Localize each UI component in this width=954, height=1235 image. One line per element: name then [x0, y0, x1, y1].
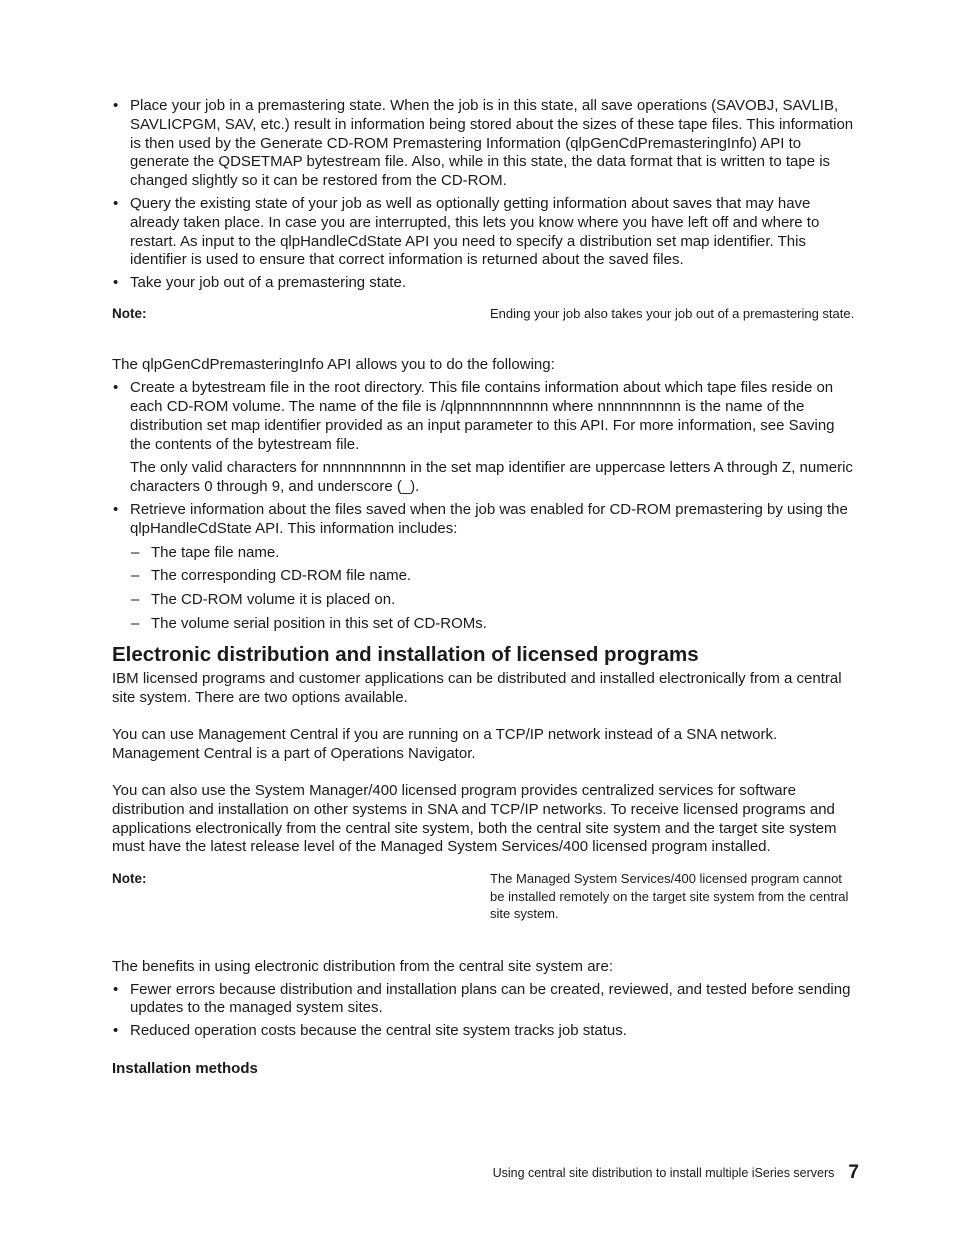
- note-text: Ending your job also takes your job out of a premastering state.: [490, 305, 855, 321]
- api-intro-paragraph: The qlpGenCdPremasteringInfo API allows you to do the following:: [112, 356, 555, 374]
- page-content: [112, 97, 856, 1078]
- api-capabilities-list: [112, 379, 856, 634]
- list-item: • Reduced operation costs because the central site system tracks job status.: [112, 1022, 856, 1041]
- paragraph: IBM licensed programs and customer applications can be distributed and installed electronically from a central site system. There are two options available.: [112, 669, 842, 706]
- footer-title: Using central site distribution to install multiple iSeries servers: [492, 1166, 835, 1180]
- note-block: [112, 305, 856, 323]
- list-item: • Place your job in a premastering state. When the job is in this state, all save operations (SAVOBJ, SAVLIB, SAVLICPGM, SAV, etc.) result in information being stored about the sizes of these tape files. This information is then used by the Generate CD-ROM Premastering Information (qlpGenCdPremasteringInfo) API to generate the QDSETMAP bytestream file. Also, while in this state, the data format that is written to tape is changed slightly so it can be restored from the CD-ROM.: [112, 97, 856, 191]
- paragraph: You can also use the System Manager/400 licensed program provides centralized services for software distribution and installation on other systems in SNA and TCP/IP networks. To receive licensed programs and applications electronically from the central site system, both the central site system and the target site system must have the latest release level of the Managed System Services/400 licensed program installed.: [112, 782, 837, 856]
- list-item: [112, 379, 856, 497]
- dash-item: – The CD-ROM volume it is placed on.: [130, 591, 856, 610]
- note-label: Note:: [112, 871, 147, 887]
- benefits-list: [112, 981, 856, 1041]
- list-item: • Take your job out of a premastering state.: [112, 274, 856, 293]
- list-item: [112, 501, 856, 634]
- list-item: • Fewer errors because distribution and installation plans can be created, reviewed, and tested before sending updates to the managed system sites.: [112, 981, 856, 1019]
- list-item-text: Retrieve information about the files saved when the job was enabled for CD-ROM premastering by using the qlpHandleCdState API. This information includes:: [130, 501, 848, 537]
- page-number: 7: [848, 1162, 859, 1183]
- info-includes-list: [130, 544, 856, 634]
- list-item: • Query the existing state of your job as well as optionally getting information about saves that may have already taken place. In case you are interrupted, this lets you know where you have left off and where to restart. As input to the qlpHandleCdState API you need to specify a distribution set map identifier. This identifier is used to ensure that correct information is returned about the saved files.: [112, 195, 856, 270]
- subheading: Installation methods: [112, 1059, 258, 1077]
- list-item-text: Create a bytestream file in the root directory. This file contains information about which tape files reside on each CD-ROM volume. The name of the file is /qlpnnnnnnnnnn where nnnnnnnnnn is the name of the distribution set map identifier provided as an input parameter to this API. For more information, see Saving the contents of the bytestream file.: [130, 379, 835, 453]
- note-block: [112, 870, 856, 923]
- dash-item: – The corresponding CD-ROM file name.: [130, 567, 856, 586]
- benefits-intro-paragraph: The benefits in using electronic distribution from the central site system are:: [112, 957, 614, 975]
- premastering-state-list: [112, 97, 856, 293]
- note-label: Note:: [112, 305, 147, 321]
- paragraph: You can use Management Central if you are running on a TCP/IP network instead of a SNA network. Management Central is a part of Operations Navigator.: [112, 725, 778, 762]
- note-text: The Managed System Services/400 licensed program cannot be installed remotely on the target site system from the central site system.: [490, 871, 849, 922]
- section-heading: Electronic distribution and installation of licensed programs: [112, 642, 699, 666]
- dash-item: – The tape file name.: [130, 544, 856, 563]
- page-footer: [493, 1161, 859, 1185]
- dash-item: – The volume serial position in this set of CD-ROMs.: [130, 615, 856, 634]
- list-item-subparagraph: The only valid characters for nnnnnnnnnn in the set map identifier are uppercase letters A through Z, numeric characters 0 through 9, and underscore (_).: [130, 459, 853, 496]
